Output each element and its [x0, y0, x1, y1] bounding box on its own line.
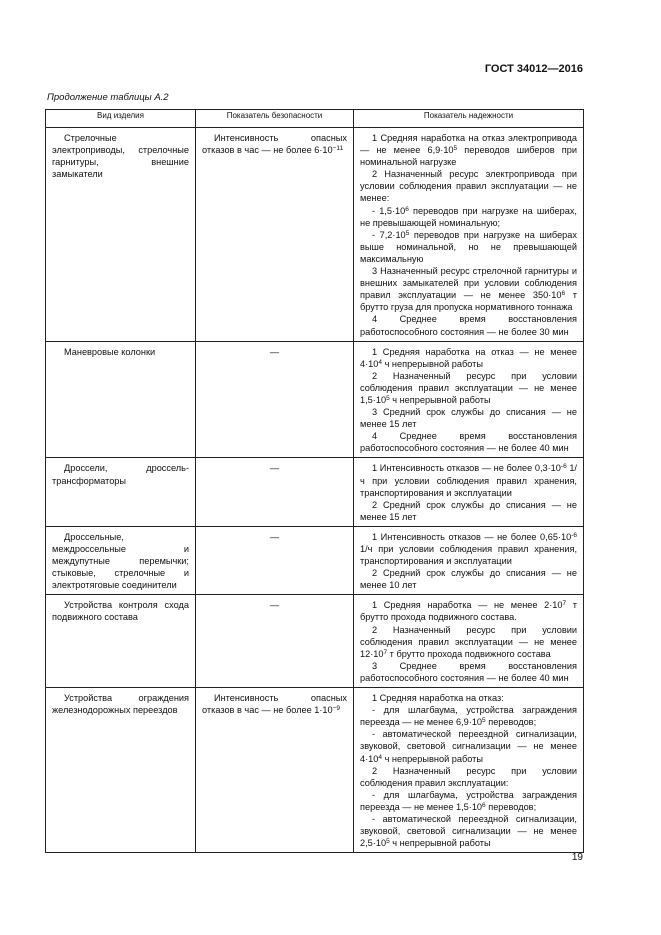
reliability-text: ч непрерывной работы: [382, 358, 483, 369]
reliability-paragraph: [360, 660, 577, 684]
reliability-exponent: 6: [561, 290, 566, 298]
product-type-text: Дроссельные, междроссельные и междупутные перемычки; стыковые, стрелочные и электротяговые соединители: [52, 531, 189, 591]
table-row: [46, 128, 584, 342]
safety-text: —: [269, 531, 280, 542]
reliability-paragraph: [360, 704, 577, 728]
table-header-row: [46, 110, 584, 128]
table-body: [46, 128, 584, 853]
reliability-text: ч непрерывной работы: [389, 394, 491, 405]
reliability-exponent: 5: [453, 145, 458, 153]
reliability-text: 2 Средний срок службы до списания — не менее 10 лет: [360, 568, 577, 591]
reliability-paragraph: [360, 406, 577, 430]
reliability-text: - для шлагбаума, устройства заграждения переезда — не менее 6,9·10: [360, 705, 577, 728]
cell-reliability-indicator: [354, 688, 584, 853]
reliability-text: переводов;: [485, 717, 537, 728]
safety-indicator: [202, 599, 347, 611]
safety-text: —: [269, 463, 280, 474]
reliability-text: 1/ч при условии соблюдения правил хранения, транспортирования и эксплуатации: [360, 544, 577, 567]
reliability-exponent: 6: [482, 801, 486, 809]
cell-product-type: [46, 128, 196, 342]
reliability-paragraph: [360, 499, 577, 523]
table-row: [46, 526, 584, 594]
reliability-text: 2 Назначенный ресурс при условии соблюдения правил эксплуатации — не менее 12·10: [360, 624, 577, 659]
reliability-text: т брутто прохода подвижного состава.: [360, 600, 577, 623]
reliability-text: 1 Средняя наработка на отказ:: [372, 693, 504, 704]
cell-reliability-indicator: [354, 526, 584, 594]
product-type-text: Маневровые колонки: [64, 346, 156, 357]
reliability-paragraph: [360, 168, 577, 204]
cell-safety-indicator: [196, 526, 354, 594]
reliability-paragraph: [360, 346, 577, 370]
reliability-text: - для шлагбаума, устройства заграждения переезда — не менее 1,5·10: [360, 789, 577, 812]
cell-product-type: [46, 341, 196, 458]
safety-text: Интенсивность опасных отказов в час — не более 1·10: [202, 693, 347, 716]
reliability-exponent: 5: [482, 717, 486, 725]
cell-safety-indicator: [196, 128, 354, 342]
table-row: [46, 341, 584, 458]
standard-code: ГОСТ 34012—2016: [484, 63, 583, 75]
reliability-text: переводов шиберов при номинальной нагрузке: [360, 145, 577, 168]
header-safety-indicator: Показатель безопасности: [196, 110, 354, 128]
reliability-exponent: 5: [405, 229, 410, 237]
requirements-table: [45, 109, 584, 853]
reliability-paragraph: [360, 462, 577, 498]
reliability-text: 1 Интенсивность отказов — не более 0,3·10: [372, 463, 561, 474]
cell-reliability-indicator: [354, 458, 584, 526]
cell-safety-indicator: [196, 595, 354, 688]
reliability-paragraph: [360, 370, 577, 406]
reliability-text: 4 Среднее время восстановления работоспособного состояния — не более 40 мин: [360, 431, 577, 454]
table-row: [46, 688, 584, 853]
reliability-paragraph: [360, 313, 577, 337]
reliability-text: т брутто прохода подвижного состава: [387, 648, 551, 659]
reliability-exponent: 7: [383, 648, 388, 656]
reliability-paragraph: [360, 132, 577, 168]
reliability-text: 2 Назначенный ресурс электропривода при условии соблюдения правил эксплуатации — не менее:: [360, 169, 577, 204]
cell-product-type: [46, 595, 196, 688]
reliability-text: ч непрерывной работы: [382, 753, 483, 764]
reliability-text: 2 Назначенный ресурс при условии соблюдения правил эксплуатации:: [360, 765, 577, 788]
reliability-paragraph: [360, 430, 577, 454]
safety-text: —: [269, 600, 280, 611]
reliability-paragraph: [360, 789, 577, 813]
table-caption: Продолжение таблицы А.2: [47, 92, 169, 103]
safety-exponent: −11: [332, 145, 344, 153]
safety-indicator: [202, 531, 347, 543]
safety-indicator: [202, 462, 347, 474]
reliability-exponent: 4: [378, 753, 383, 761]
cell-product-type: [46, 526, 196, 594]
table-row: [46, 595, 584, 688]
reliability-text: - автоматической переездной сигнализации, звуковой, световой сигнализации — не менее 2,5·10: [360, 813, 577, 849]
reliability-text: 1/ч при условии соблюдения правил хранения, транспортирования и эксплуатации: [360, 463, 577, 498]
header-reliability-indicator: Показатель надежности: [354, 110, 584, 128]
reliability-text: т брутто груза для пропуска нормативного тоннажа: [360, 290, 577, 313]
reliability-text: 1 Средняя наработка на отказ электропривода — не менее 6,9·10: [360, 133, 577, 156]
reliability-exponent: -6: [571, 531, 577, 539]
safety-indicator: [202, 346, 347, 358]
reliability-paragraph: [360, 567, 577, 591]
safety-indicator: [202, 132, 347, 156]
reliability-text: 3 Среднее время восстановления работоспособного состояния — не более 40 мин: [360, 660, 577, 683]
reliability-text: - 1,5·10: [372, 205, 406, 216]
reliability-paragraph: [360, 692, 577, 704]
cell-safety-indicator: [196, 341, 354, 458]
reliability-paragraph: [360, 265, 577, 313]
product-type-text: Дроссели, дроссель-трансформаторы: [52, 463, 189, 486]
reliability-text: 4 Среднее время восстановления работоспособного состояния — не более 30 мин: [360, 314, 577, 337]
reliability-paragraph: [360, 599, 577, 623]
cell-product-type: [46, 688, 196, 853]
reliability-text: 3 Средний срок службы до списания — не менее 15 лет: [360, 407, 577, 430]
reliability-exponent: 5: [386, 394, 390, 402]
reliability-text: 1 Интенсивность отказов — не более 0,65·10: [372, 531, 572, 542]
reliability-text: 2 Назначенный ресурс при условии соблюдения правил эксплуатации — не менее 1,5·10: [360, 370, 577, 405]
reliability-text: 1 Средняя наработка на отказ — не менее 4·10: [360, 346, 577, 369]
table-row: [46, 458, 584, 526]
page-number: 19: [571, 852, 583, 863]
reliability-text: - автоматической переездной сигнализации, звуковой, световой сигнализации — не менее 4·10: [360, 729, 577, 764]
safety-text: —: [269, 346, 280, 357]
cell-reliability-indicator: [354, 128, 584, 342]
cell-reliability-indicator: [354, 341, 584, 458]
cell-product-type: [46, 458, 196, 526]
reliability-paragraph: [360, 624, 577, 660]
reliability-text: - 7,2·10: [372, 229, 406, 240]
reliability-text: переводов при нагрузке на шиберах, не превышающей номинальную;: [360, 205, 577, 228]
cell-safety-indicator: [196, 688, 354, 853]
safety-exponent: −9: [332, 705, 341, 713]
reliability-exponent: -6: [560, 463, 567, 471]
safety-text: Интенсивность опасных отказов в час — не более 6·10: [202, 133, 347, 156]
reliability-exponent: 7: [562, 600, 567, 608]
reliability-text: 1 Средняя наработка — не менее 2·10: [372, 600, 563, 611]
reliability-exponent: 6: [405, 205, 409, 213]
product-type-text: Устройства контроля схода подвижного состава: [52, 600, 189, 623]
cell-reliability-indicator: [354, 595, 584, 688]
reliability-paragraph: [360, 531, 577, 567]
safety-indicator: [202, 692, 347, 716]
reliability-text: переводов при нагрузке на шиберах выше номинальной, но не превышающей максимальную: [360, 229, 577, 264]
reliability-text: 3 Назначенный ресурс стрелочной гарнитуры и внешних замыкателей при условии соблюдения правил эксплуатации — не менее 350·10: [360, 266, 577, 301]
reliability-paragraph: [360, 728, 577, 764]
reliability-paragraph: [360, 205, 577, 229]
product-type-text: Стрелочные электроприводы, стрелочные гарнитуры, внешние замыкатели: [52, 133, 189, 180]
reliability-text: 2 Средний срок службы до списания — не менее 15 лет: [360, 499, 577, 522]
reliability-exponent: 5: [386, 838, 390, 846]
product-type-text: Устройства ограждения железнодорожных переездов: [52, 693, 189, 716]
cell-safety-indicator: [196, 458, 354, 526]
reliability-paragraph: [360, 765, 577, 789]
reliability-text: ч непрерывной работы: [389, 838, 491, 849]
reliability-paragraph: [360, 813, 577, 849]
reliability-text: переводов;: [485, 801, 537, 812]
header-product-type: Вид изделия: [46, 110, 196, 128]
reliability-exponent: 4: [378, 358, 383, 366]
reliability-paragraph: [360, 229, 577, 265]
